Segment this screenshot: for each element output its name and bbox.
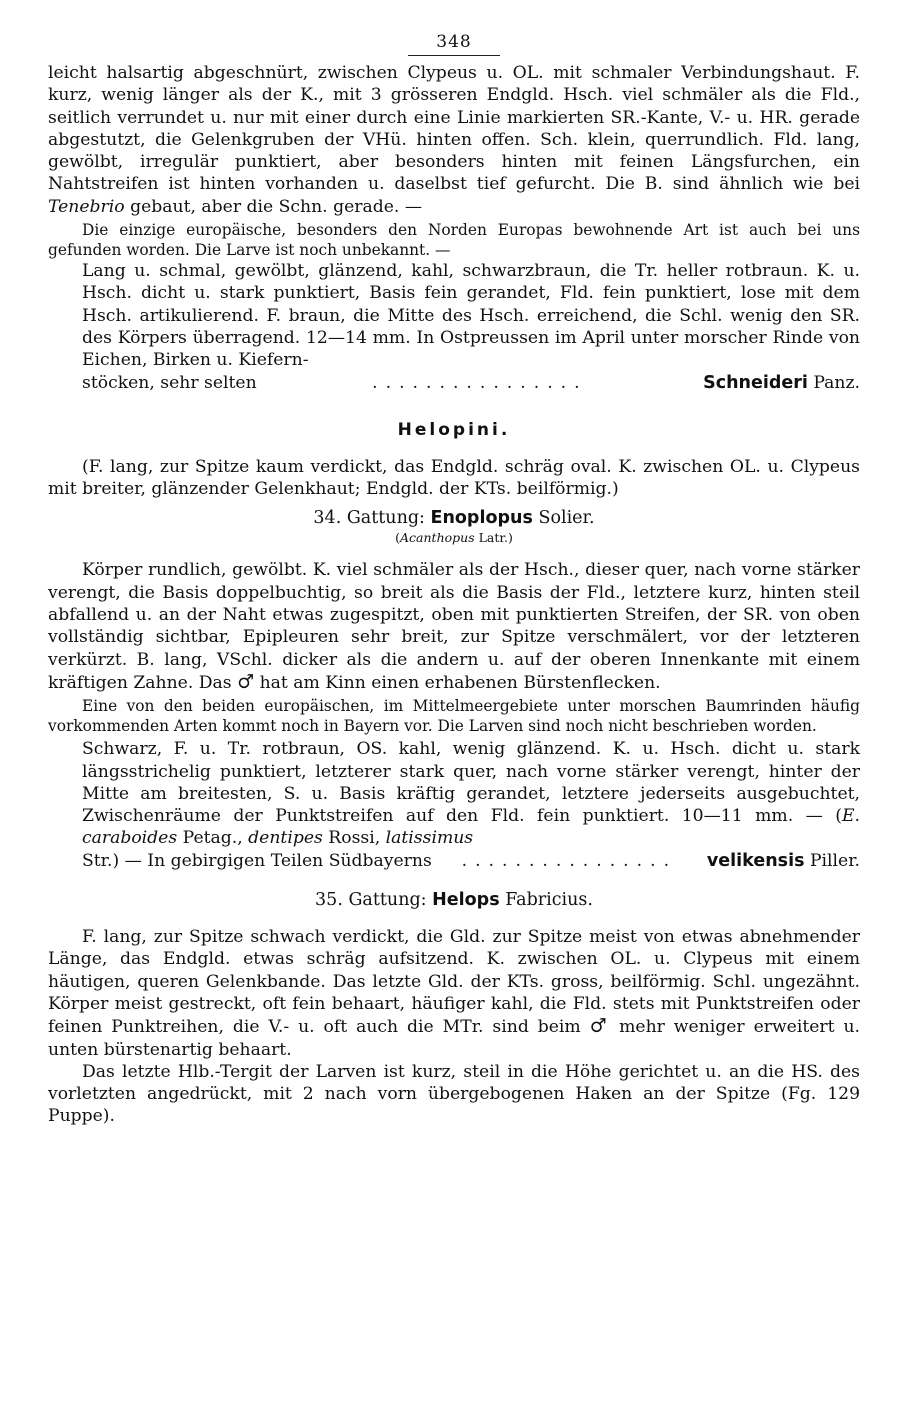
header-rule (408, 55, 500, 56)
page (48, 32, 860, 1128)
species-author: Piller. (809, 850, 860, 871)
note-paragraph: Die einzige europäische, besonders den Norden Europas bewohnende Art ist auch bei uns gefunden worden. Die Larve ist noch unbekannt. — (48, 221, 860, 259)
species-description: Schwarz, F. u. Tr. rotbraun, OS. kahl, wenig glänzend. K. u. Hsch. dicht u. stark längsstrichelig punktiert, letzterer stark quer, nach vorne stärker verengt, hinter der Mitte am breitesten, S. u. Basis kräftig gerandet, letztere jederseits ausgebuchtet, Zwischenräume der Punktstreifen auf den Fld. fein punktiert. 10—11 mm. — (E. caraboides Petag., dentipes Rossi, latissimus Str.) — In gebirgigen Teilen Südbayerns ................ velikensis Piller. (82, 739, 860, 871)
species-line: Str.) — In gebirgigen Teilen Südbayerns ................ velikensis Piller. (82, 850, 860, 871)
genus-description-continued: leicht halsartig abgeschnürt, zwischen Clypeus u. OL. mit schmaler Verbindungshaut. F. kurz, wenig länger als der K., mit 3 grösseren Endgld. Hsch. viel schmäler als die Fld., seitlich verrundet u. nur mit einer durch eine Linie markierten SR.-Kante, V.- u. HR. gerade abgestutzt, die Gelenkgruben der VHü. hinten offen. Sch. klein, querrundlich. Fld. lang, gewölbt, irregulär punktiert, aber besonders hinten mit feinen Längsfurchen, ein Nahtstreifen ist hinten vorhanden u. daselbst tief gefurcht. Die B. sind ähnlich wie bei Tenebrio gebaut, aber die Schn. gerade. — (48, 63, 860, 217)
larva-description: Das letzte Hlb.-Tergit der Larven ist kurz, steil in die Höhe gerichtet u. an die HS. des vorletzten angedrückt, mit 2 nach vorn übergebogenen Haken an der Spitze (Fg. 129 Puppe). (48, 1061, 860, 1127)
note-paragraph: Eine von den beiden europäischen, im Mittelmeergebiete unter morschen Baumrinden häufig vorkommenden Arten kommt noch in Bayern vor. Die Larven sind noch nicht beschrieben worden. (48, 697, 860, 735)
genus-reference: Tenebrio (48, 196, 125, 217)
male-symbol: ♂ (237, 670, 255, 693)
species-name: Schneideri (703, 372, 808, 393)
tribe-description: (F. lang, zur Spitze kaum verdickt, das Endgld. schräg oval. K. zwischen OL. u. Clypeus mit breiter, glänzender Gelenkhaut; Endgld. der KTs. beilförmig.) (48, 456, 860, 500)
species-author: Panz. (813, 372, 860, 393)
species-description: Lang u. schmal, gewölbt, glänzend, kahl, schwarzbraun, die Tr. heller rotbraun. K. u. Hsch. dicht u. stark punktiert, Basis fein gerandet, Fld. fein punktiert, lose mit dem Hsch. artikulierend. F. braun, die Mitte des Hsch. erreichend, die Schl. wenig den SR. des Körpers überragend. 12—14 mm. In Ostpreussen im April unter morscher Rinde von Eichen, Birken u. Kiefern- stöcken, sehr selten ................ Schneideri Panz. (82, 261, 860, 393)
genus-description: Körper rundlich, gewölbt. K. viel schmäler als der Hsch., dieser quer, nach vorne stärker verengt, die Basis doppelbuchtig, so breit als die Basis der Fld., letztere kurz, hinten steil abfallend u. an der Naht etwas zugespitzt, oben mit punktierten Streifen, der SR. von oben vollständig sichtbar, Epipleuren sehr breit, zur Spitze verschmälert, vor der letzteren verkürzt. B. lang, VSchl. dicker als die andern u. auf der oberen Innenkante mit einem kräftigen Zahne. Das ♂ hat am Kinn einen erhabenen Bürstenflecken. (48, 560, 860, 693)
male-symbol: ♂ (589, 1015, 611, 1038)
genus-heading: 35. Gattung: Helops Fabricius. (315, 890, 593, 911)
tribe-heading: Helopini. (397, 419, 511, 440)
genus-name: Helops (432, 890, 500, 911)
leader-dots: ................ (461, 850, 678, 871)
genus-description: F. lang, zur Spitze schwach verdickt, die Gld. zur Spitze meist von etwas abnehmender Länge, das Endgld. etwas schräg aufsitzend. K. zwischen OL. u. Clypeus mit einem häutigen, queren Gelenkbande. Das letzte Gld. der KTs. gross, beilförmig. Schl. ungezähnt. Körper meist gestreckt, oft fein behaart, häufiger kahl, die Fld. stets mit Punktstreifen oder feinen Punktreihen, die V.- u. oft auch die MTr. sind beim ♂ mehr weniger erweitert u. unten bürstenartig behaart. (48, 927, 861, 1060)
genus-heading: 34. Gattung: Enoplopus Solier. (313, 508, 595, 529)
leader-dots: ................ (372, 372, 588, 393)
genus-name: Enoplopus (430, 508, 533, 529)
species-line: stöcken, sehr selten ................ Schneideri Panz. (82, 372, 860, 393)
page-number: 348 (436, 32, 472, 52)
species-name: velikensis (706, 850, 805, 871)
genus-synonym: (Acanthopus Latr.) (395, 530, 513, 546)
